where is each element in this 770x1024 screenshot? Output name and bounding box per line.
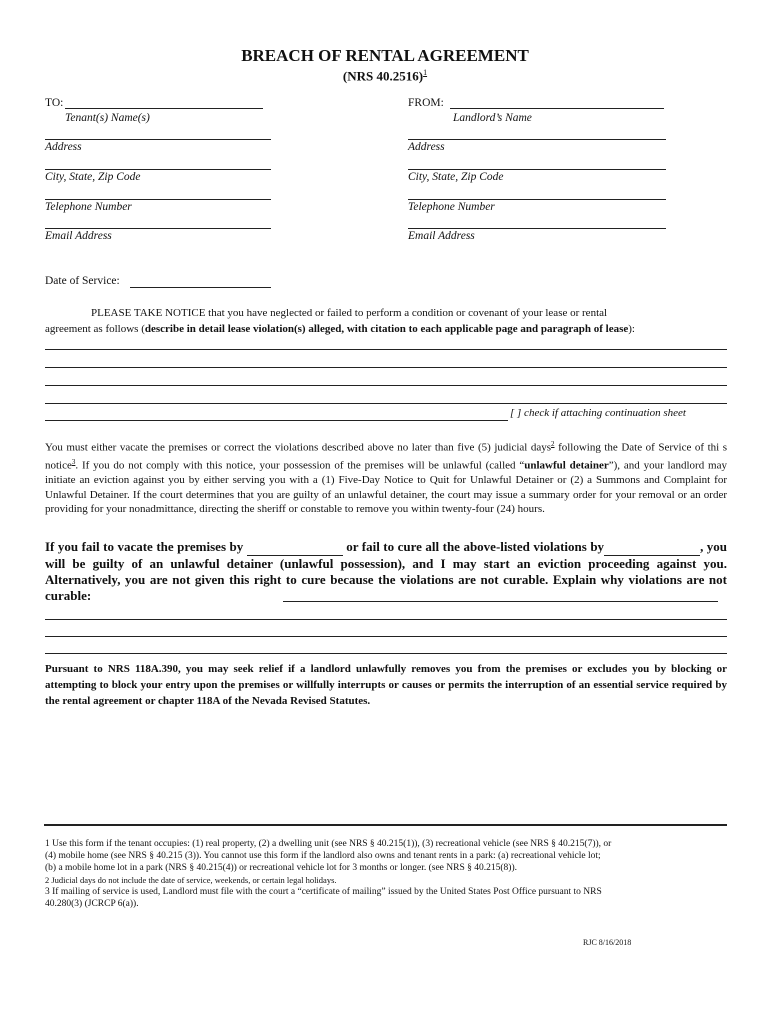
landlord-address-field[interactable]: [408, 139, 666, 140]
tenant-phone-label: Telephone Number: [45, 201, 132, 213]
notice-intro-plain: agreement as follows (: [45, 323, 145, 335]
footnote-3-line-1: 3 If mailing of service is used, Landlord must file with the court a “certificate of mailing” issued by the United States Post Office pursuant to NRS: [45, 887, 602, 897]
violation-line-4[interactable]: [45, 403, 727, 404]
vacate-by-date-field[interactable]: [247, 539, 343, 556]
violation-line-2[interactable]: [45, 367, 727, 368]
cure-by-date-field[interactable]: [604, 539, 700, 556]
violation-line-1[interactable]: [45, 349, 727, 350]
instructions-text-b: following the Date of Service of thi s notice: [45, 441, 727, 472]
statute-text: (NRS 40.2516): [342, 68, 424, 84]
landlord-email-field[interactable]: [408, 228, 666, 229]
unlawful-detainer-term: unlawful detainer: [524, 459, 609, 472]
instructions-text-c: . If you do not comply with this notice, your possession of the premises will be unlawful (called “: [75, 459, 525, 472]
tenant-phone-field[interactable]: [45, 199, 271, 200]
date-of-service-field[interactable]: [130, 287, 271, 288]
relief-paragraph: Pursuant to NRS 118A.390, you may seek relief if a landlord unlawfully removes you from the premises or excludes you by blocking or attempting to block your entry upon the premises or willfully interrupts or causes or permits the interruption of an essential service required by the rental agreement or chapter 118A of the Nevada Revised Statutes.: [45, 663, 727, 707]
warning-text-a: If you fail to vacate the premises by: [45, 539, 244, 554]
document-title: BREACH OF RENTAL AGREEMENT: [241, 46, 529, 65]
notice-intro-end: ):: [628, 323, 635, 335]
instructions-text-a: You must either vacate the premises or correct the violations described above no later than five (5) judicial days: [45, 441, 552, 454]
tenant-email-field[interactable]: [45, 228, 271, 229]
tenant-name-field[interactable]: [65, 108, 263, 109]
landlord-address-label: Address: [408, 141, 445, 153]
footnote-1-line-3: (b) a mobile home lot in a park (NRS § 40.215(4)) or recreational vehicle lot for 3 months or longer. (see NRS § 40.215(8)).: [45, 863, 517, 873]
notice-paragraph: [45, 305, 727, 337]
to-label: TO:: [45, 97, 64, 109]
footnotes: [45, 838, 735, 910]
explanation-line-1[interactable]: [45, 619, 727, 620]
warning-text-b: or fail to cure all the above-listed violations by: [346, 539, 605, 554]
instructions-paragraph: [45, 437, 727, 517]
notice-intro-line2: [45, 321, 727, 337]
violation-line-3[interactable]: [45, 385, 727, 386]
footnote-ref-2[interactable]: 2: [551, 440, 555, 448]
violation-line-5[interactable]: [45, 420, 508, 421]
landlord-phone-field[interactable]: [408, 199, 666, 200]
instructions-text-d: ”), and your landlord may initiate an eviction against you by either serving you with a (1) Five-Day Notice to Quit for Unlawful Detainer or (2) a Summons and Complaint for Unlawful Detainer. If the court determines that you are guilty of an unlawful detainer, the court may issue a summary order for your removal or an order providing for your nonadmittance, directing the sheriff or constable to remove you within twenty-four (24) hours.: [45, 459, 727, 516]
footnote-divider: [44, 824, 727, 826]
notice-intro: PLEASE TAKE NOTICE that you have neglected or failed to perform a condition or covenant of your lease or rental: [91, 307, 608, 319]
continuation-checkbox[interactable]: [ ] check if attaching continuation sheet: [510, 407, 686, 419]
explanation-line-2[interactable]: [45, 636, 727, 637]
not-curable-explanation-field[interactable]: [283, 601, 718, 602]
footnote-ref-3[interactable]: 3: [71, 458, 76, 467]
from-label: FROM:: [408, 97, 444, 109]
tenant-address-label: Address: [45, 141, 82, 153]
tenant-address-field[interactable]: [45, 139, 271, 140]
footnote-1-line-2: (4) mobile home (see NRS § 40.215 (3)). You cannot use this form if the landlord also owns and tenant rents in a park: (a) recreational vehicle lot;: [45, 851, 601, 861]
form-id: RJC 8/16/2018: [583, 938, 632, 947]
tenant-email-label: Email Address: [45, 230, 112, 242]
notice-intro-bold: describe in detail lease violation(s) alleged, with citation to each applicable page and paragraph of lease: [144, 323, 629, 335]
warning-text-c: , you will be guilty of an unlawful detainer (unlawful possession), and I may start an eviction proceeding against you. Alternatively, you are not given this right to cure because the violations are not curable. Explain why violations are not curable:: [45, 539, 728, 603]
date-of-service-label: Date of Service:: [45, 275, 120, 287]
landlord-email-label: Email Address: [408, 230, 475, 242]
landlord-name-field[interactable]: [450, 108, 664, 109]
footnote-3-line-2: 40.280(3) (JCRCP 6(a)).: [45, 899, 139, 909]
warning-paragraph: [45, 539, 727, 604]
tenant-name-label: Tenant(s) Name(s): [65, 112, 150, 124]
tenant-city-field[interactable]: [45, 169, 271, 170]
landlord-city-field[interactable]: [408, 169, 666, 170]
statute-reference: [0, 68, 770, 84]
landlord-city-label: City, State, Zip Code: [408, 171, 504, 183]
footnote-ref-1[interactable]: 1: [423, 68, 428, 77]
tenant-city-label: City, State, Zip Code: [45, 171, 141, 183]
footnote-1-line-1: 1 Use this form if the tenant occupies: (1) real property, (2) a dwelling unit (see NRS § 40.215(1)), (3) recreational vehicle (see NRS § 40.215(7)), or: [45, 839, 612, 849]
landlord-phone-label: Telephone Number: [408, 201, 495, 213]
footnote-2: 2 Judicial days do not include the date of service, weekends, or certain legal holidays.: [45, 875, 337, 885]
landlord-name-label: Landlord’s Name: [453, 112, 532, 124]
explanation-line-3[interactable]: [45, 653, 727, 654]
